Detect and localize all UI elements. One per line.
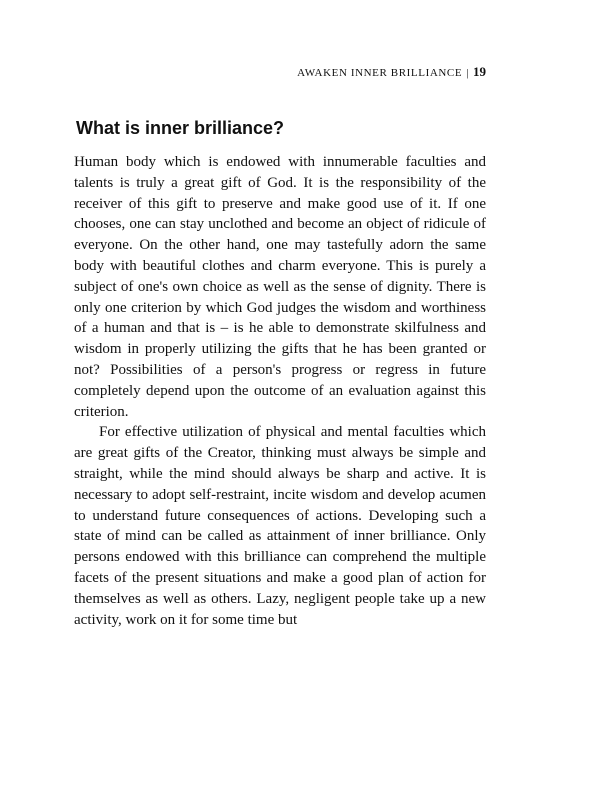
section-heading: What is inner brilliance? [76, 118, 285, 138]
running-head-title: AWAKEN INNER BRILLIANCE [297, 67, 463, 79]
running-head-separator: | [466, 67, 469, 79]
body-text [74, 152, 486, 630]
running-header [297, 64, 486, 80]
paragraph-1: Human body which is endowed with innumerable faculties and talents is truly a great gift of God. It is the responsibility of the receiver of this gift to preserve and make good use of it. If one chooses, one can stay unclothed and become an object of ridicule of everyone. On the other hand, one may tastefully adorn the same body with beautiful clothes and charm everyone. This is purely a subject of one's own choice as well as the sense of dignity. There is only one criterion by which God judges the wisdom and worthiness of a human and that is – is he able to demonstrate skilfulness and wisdom in properly utilizing the gifts that he has been granted or not? Possibilities of a person's progress or regress in future completely depend upon the outcome of an evaluation against this criterion. [74, 154, 486, 420]
page-number: 19 [473, 64, 486, 79]
paragraph-2: For effective utilization of physical and mental faculties which are great gifts of the Creator, thinking must always be simple and straight, while the mind should always be sharp and active. It is necessary to adopt self-restraint, incite wisdom and develop acumen to understand future consequences of actions. Developing such a state of mind can be called as attainment of inner brilliance. Only persons endowed with this brilliance can comprehend the multiple facets of the present situations and make a good plan of action for themselves as well as others. Lazy, negligent people take up a new activity, work on it for some time but [74, 424, 486, 628]
